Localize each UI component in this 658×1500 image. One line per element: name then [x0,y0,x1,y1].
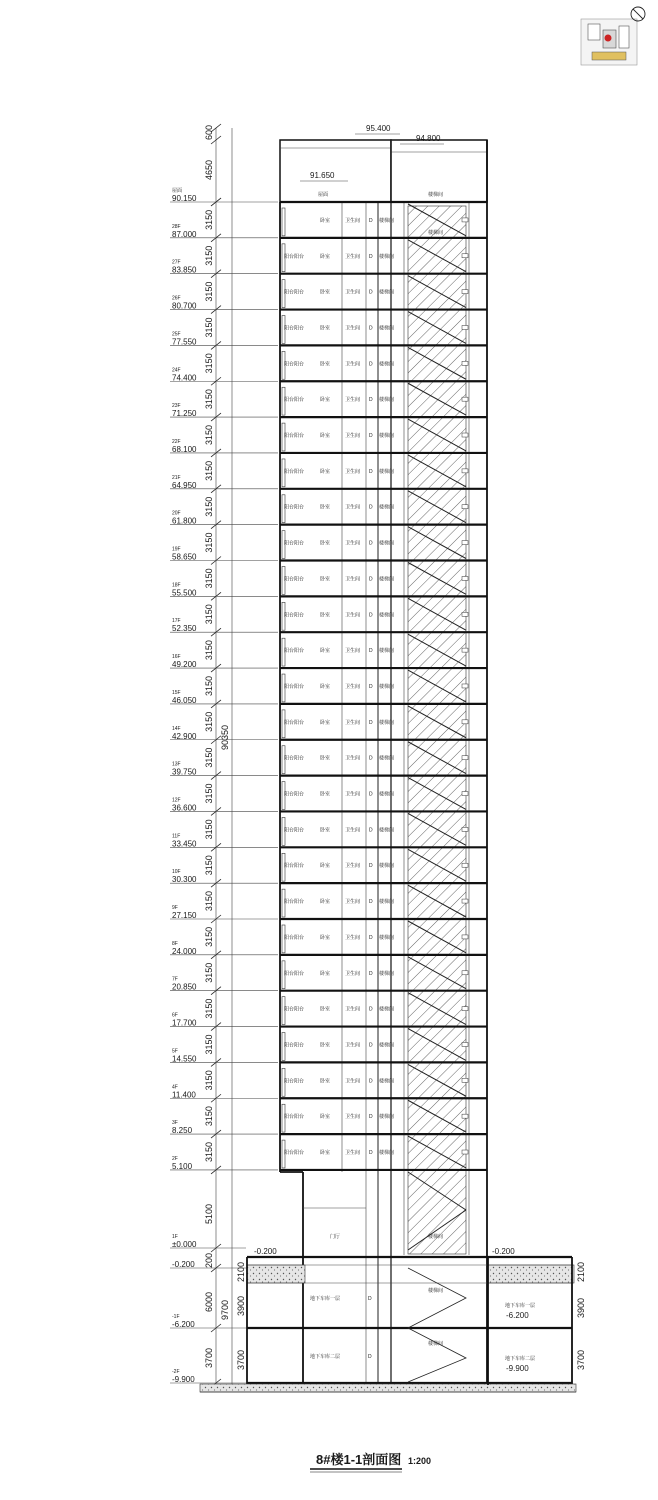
room-balcony: 阳台阳台 [284,934,305,941]
room-bathroom: 卫生间 [345,289,361,296]
level-elevation: 11.400 [172,1090,196,1100]
window-frame [282,208,285,236]
level-elevation: 20.850 [172,982,197,992]
room-bedroom: 卧室 [320,1078,331,1085]
room-roof: 屋面 [318,192,329,198]
level-elevation: 49.200 [172,660,197,670]
floor-height-dim: 3150 [204,532,214,553]
room-bathroom: 卫生间 [345,217,361,224]
room-balcony: 阳台阳台 [284,755,305,762]
dimension-chain [211,124,232,1388]
room-bedroom: 卧室 [320,433,331,440]
floor-height-dim: 3150 [204,855,214,876]
room-balcony: 阳台阳台 [284,791,305,798]
room-balcony: 阳台阳台 [284,253,305,260]
floor-height-dim: 3150 [204,675,214,696]
level-floor-label: 26F [172,295,181,302]
level-floor-label: 20F [172,510,181,517]
stair-landing [462,1007,468,1011]
room-door: D [369,863,373,870]
room-corridor: 楼梯间 [379,683,395,690]
level-elevation: 90.150 [172,194,197,203]
room-bathroom: 卫生间 [345,540,361,547]
room-corridor: 楼梯间 [379,576,395,583]
level-floor-label: 13F [172,761,181,768]
room-corridor: 楼梯间 [379,648,395,655]
room-door: D [369,540,373,547]
level-elevation: 80.700 [172,301,197,311]
floor-height-dim: 3150 [204,281,214,302]
level-elevation: 74.400 [172,373,197,383]
stair-landing [462,792,468,796]
room-corridor: 楼梯间 [379,791,395,798]
room-balcony: 阳台阳台 [284,1006,305,1013]
stair-landing [462,541,468,545]
dim-3700: 3700 [236,1349,246,1370]
room-corridor: 楼梯间 [379,1006,395,1013]
level-elevation: -9.900 [172,1375,195,1384]
stair-landing [462,935,468,939]
floor-height-dim: 3150 [204,783,214,804]
level-elevation: 61.800 [172,516,197,526]
room-bedroom: 卧室 [320,648,331,655]
room-balcony: 阳台阳台 [284,1150,305,1157]
room-bathroom: 卫生间 [345,253,361,260]
stair-landing [462,612,468,616]
title-main: 8#楼1-1剖面图 [316,1452,402,1467]
room-bathroom: 卫生间 [345,1150,361,1157]
machine-room-elev: 91.650 [310,171,335,180]
stair-landing [462,756,468,760]
room-stair: 楼梯间 [428,1234,444,1240]
level-floor-label: 15F [172,689,181,696]
room-stair: 楼梯间 [428,230,444,236]
right-dim-3900: 3900 [576,1297,586,1318]
stair-roof-elev: 94.800 [416,134,441,143]
room-balcony: 阳台阳台 [284,289,305,296]
floor-height-dim: 3150 [204,1141,214,1163]
level-elevation: 58.650 [172,552,197,562]
level-elevation: 42.900 [172,731,197,741]
room-bathroom: 卫生间 [345,433,361,440]
room-door: D [369,468,373,475]
level-floor-label: 6F [172,1012,178,1019]
stair-landing [462,361,468,365]
room-corridor: 楼梯间 [379,970,395,977]
room-stair: 楼梯间 [428,1341,444,1347]
stair-landing [462,827,468,831]
stair-landing [462,325,468,329]
room-bedroom: 卧室 [320,1042,331,1049]
room-right-b1: 地下车库一层 [505,1303,536,1309]
room-door: D [369,719,373,726]
stair-landing [462,576,468,580]
dim-5100: 5100 [204,1203,214,1224]
room-bedroom: 卧室 [320,540,331,547]
room-door: D [369,899,373,906]
level-elevation: 17.700 [172,1018,197,1028]
top-dim: 4650 [204,159,214,180]
dimension-texts [204,125,586,1370]
level-elevation: 52.350 [172,624,197,634]
room-door: D [369,755,373,762]
floor-height-dim: 3150 [204,568,214,589]
stair-landing [462,254,468,258]
level-elevation: -0.200 [172,1260,195,1269]
room-balcony: 阳台阳台 [284,1042,305,1049]
level-elevation: 77.550 [172,337,197,347]
room-corridor: 楼梯间 [379,827,395,834]
room-door: D [369,217,373,224]
top-dim: 600 [204,124,214,140]
level-elevation: 14.550 [172,1054,197,1064]
stair-landing [462,469,468,473]
room-corridor: 楼梯间 [379,899,395,906]
room-corridor: 楼梯间 [379,719,395,726]
room-bedroom: 卧室 [320,755,331,762]
stair-landing [462,397,468,401]
room-balcony: 阳台阳台 [284,612,305,619]
room-balcony: 阳台阳台 [284,1114,305,1121]
room-bathroom: 卫生间 [345,1078,361,1085]
room-bathroom: 卫生间 [345,863,361,870]
parapet-elev: 95.400 [366,124,391,133]
room-door: D [369,1042,373,1049]
room-corridor: 楼梯间 [379,863,395,870]
floor-height-dim: 3150 [204,496,214,517]
room-garage-b2: 地下车库二层 [310,1354,341,1360]
floor-height-dim: 3150 [204,389,214,410]
floor-height-dim: 3150 [204,711,214,732]
drawing-title [310,1452,431,1472]
room-balcony: 阳台阳台 [284,504,305,511]
room-stair: 楼梯间 [428,1288,444,1294]
room-door: D [369,1114,373,1121]
level-floor-label: 11F [172,833,181,840]
room-bedroom: 卧室 [320,863,331,870]
room-bedroom: 卧室 [320,325,331,332]
room-balcony: 阳台阳台 [284,468,305,475]
room-bedroom: 卧室 [320,1114,331,1121]
room-corridor: 楼梯间 [379,1114,395,1121]
room-bedroom: 卧室 [320,827,331,834]
room-door: D [369,397,373,404]
room-bedroom: 卧室 [320,217,331,224]
room-door: D [369,1006,373,1013]
room-balcony: 阳台阳台 [284,540,305,547]
room-bathroom: 卫生间 [345,934,361,941]
room-balcony: 阳台阳台 [284,576,305,583]
floor-height-dim: 3150 [204,998,214,1019]
room-bedroom: 卧室 [320,504,331,511]
dim-9700: 9700 [220,1299,230,1320]
room-bedroom: 卧室 [320,1150,331,1157]
key-plan-icon [581,19,637,65]
level-elevation: 24.000 [172,946,197,956]
room-bedroom: 卧室 [320,719,331,726]
room-roof-stair: 楼梯间 [428,192,444,198]
room-bedroom: 卧室 [320,683,331,690]
room-bathroom: 卫生间 [345,683,361,690]
room-door: D [369,289,373,296]
level-elevation: 39.750 [172,767,197,777]
dim-200: 200 [204,1252,214,1268]
stair-landing [462,1042,468,1046]
level-floor-label: 1F [172,1234,178,1240]
room-corridor: 楼梯间 [379,217,395,224]
side-elev-right: -0.200 [492,1247,515,1256]
dim-3900: 3900 [236,1295,246,1316]
room-bedroom: 卧室 [320,253,331,260]
floor-height-dim: 3150 [204,604,214,625]
side-elev-left: -0.200 [254,1247,277,1256]
room-corridor: 楼梯间 [379,755,395,762]
side-elev-right-b2: -9.900 [506,1364,529,1373]
room-bedroom: 卧室 [320,397,331,404]
room-bedroom: 卧室 [320,899,331,906]
room-bathroom: 卫生间 [345,1006,361,1013]
stair-landing [462,648,468,652]
level-floor-label: 屋面 [172,188,183,194]
level-floor-label: 19F [172,546,181,553]
dim-3700: 3700 [204,1347,214,1368]
floor-height-dim: 3150 [204,819,214,840]
floor-height-dim: 3150 [204,962,214,983]
level-floor-label: 4F [172,1084,178,1091]
stair-landing [462,1114,468,1118]
level-floor-label: 5F [172,1048,178,1055]
level-elevation: 33.450 [172,839,197,849]
right-dim-3700: 3700 [576,1349,586,1370]
level-floor-label: 12F [172,797,181,804]
room-balcony: 阳台阳台 [284,325,305,332]
level-floor-label: 22F [172,438,181,445]
floor-height-dim: 3150 [204,640,214,661]
floor-height-dim: 3150 [204,891,214,912]
level-floor-label: 10F [172,869,181,876]
room-bedroom: 卧室 [320,468,331,475]
level-floor-label: 23F [172,403,181,410]
room-bedroom: 卧室 [320,612,331,619]
stair-landing [462,1078,468,1082]
total-height-dim: 90350 [220,724,230,750]
room-bedroom: 卧室 [320,576,331,583]
room-bedroom: 卧室 [320,1006,331,1013]
room-garage-b1: 地下车库一层 [310,1296,341,1302]
room-bedroom: 卧室 [320,934,331,941]
room-corridor: 楼梯间 [379,1042,395,1049]
level-floor-label: 9F [172,905,178,911]
level-floor-label: 16F [172,654,181,661]
level-elevation: -6.200 [172,1320,195,1329]
level-elevation: 36.600 [172,803,197,813]
room-bedroom: 卧室 [320,970,331,977]
room-lobby: 门厅 [330,1234,341,1240]
room-balcony: 阳台阳台 [284,648,305,655]
room-bedroom: 卧室 [320,361,331,368]
room-balcony: 阳台阳台 [284,899,305,906]
room-door: D [368,1296,372,1302]
room-balcony: 阳台阳台 [284,683,305,690]
room-balcony: 阳台阳台 [284,433,305,440]
room-corridor: 楼梯间 [379,540,395,547]
room-bathroom: 卫生间 [345,899,361,906]
room-door: D [369,970,373,977]
level-elevation: ±0.000 [172,1240,197,1249]
level-floor-label: 28F [172,223,181,230]
level-floor-label: 2F [172,1155,178,1162]
floor-height-dim: 3150 [204,317,214,338]
room-corridor: 楼梯间 [379,289,395,296]
stair-landing [462,290,468,294]
stair-landing [462,218,468,222]
room-bathroom: 卫生间 [345,1042,361,1049]
floor-height-dim: 3150 [204,353,214,374]
room-corridor: 楼梯间 [379,1078,395,1085]
room-corridor: 楼梯间 [379,504,395,511]
room-balcony: 阳台阳台 [284,863,305,870]
floor-height-dim: 3150 [204,424,214,446]
floor-height-dim: 3150 [204,460,214,481]
room-bedroom: 卧室 [320,791,331,798]
title-scale: 1:200 [408,1456,432,1466]
floor-height-dim: 3150 [204,1070,214,1091]
north-arrow-icon [631,7,645,21]
level-floor-label: 17F [172,618,181,625]
room-bathroom: 卫生间 [345,468,361,475]
room-bathroom: 卫生间 [345,791,361,798]
room-door: D [369,576,373,583]
level-elevation: 68.100 [172,444,197,454]
stair-landing [462,684,468,688]
room-door: D [369,325,373,332]
level-elevation: 55.500 [172,588,197,598]
room-corridor: 楼梯间 [379,468,395,475]
room-balcony: 阳台阳台 [284,397,305,404]
room-balcony: 阳台阳台 [284,1078,305,1085]
level-floor-label: 8F [172,940,178,947]
stair-landing [462,1150,468,1154]
right-dim-2100: 2100 [576,1261,586,1282]
floor-height-dim: 3150 [204,1034,214,1055]
room-bathroom: 卫生间 [345,576,361,583]
room-bathroom: 卫生间 [345,648,361,655]
room-door: D [369,1150,373,1157]
level-floor-label: 18F [172,582,181,589]
floor-height-dim: 3150 [204,209,214,230]
room-door: D [369,683,373,690]
room-bathroom: 卫生间 [345,719,361,726]
level-elevation: 83.850 [172,265,197,275]
room-right-b2: 地下车库二层 [505,1356,536,1362]
level-floor-label: -2F [172,1369,180,1375]
level-elevation: 46.050 [172,695,197,705]
room-corridor: 楼梯间 [379,361,395,368]
stair-landing [462,720,468,724]
room-door: D [369,433,373,440]
room-bathroom: 卫生间 [345,612,361,619]
level-floor-label: 27F [172,259,181,266]
room-corridor: 楼梯间 [379,1150,395,1157]
side-elev-right-b1: -6.200 [506,1311,529,1320]
level-elevation: 27.150 [172,911,197,920]
room-door: D [369,791,373,798]
level-elevation: 30.300 [172,875,197,885]
room-bathroom: 卫生间 [345,755,361,762]
room-bathroom: 卫生间 [345,970,361,977]
room-corridor: 楼梯间 [379,612,395,619]
room-bathroom: 卫生间 [345,325,361,332]
level-floor-label: 14F [172,725,181,732]
floor-height-dim: 3150 [204,926,214,947]
level-elevation: 71.250 [172,409,197,419]
room-bathroom: 卫生间 [345,397,361,404]
room-door: D [369,361,373,368]
room-door: D [369,253,373,260]
level-elevation: 64.950 [172,480,197,490]
room-corridor: 楼梯间 [379,397,395,404]
floor-height-dim: 3150 [204,245,214,266]
level-floor-label: 7F [172,976,178,983]
room-balcony: 阳台阳台 [284,361,305,368]
level-elevation: 5.100 [172,1161,193,1171]
room-bathroom: 卫生间 [345,827,361,834]
room-balcony: 阳台阳台 [284,827,305,834]
room-door: D [369,827,373,834]
room-corridor: 楼梯间 [379,934,395,941]
room-door: D [369,648,373,655]
level-floor-label: -1F [172,1314,180,1320]
room-balcony: 阳台阳台 [284,719,305,726]
dim-2100: 2100 [236,1261,246,1282]
room-corridor: 楼梯间 [379,433,395,440]
room-bedroom: 卧室 [320,289,331,296]
stair-landing [462,899,468,903]
stair-landing [462,505,468,509]
stair-landing [462,971,468,975]
room-corridor: 楼梯间 [379,253,395,260]
stair-landing [462,863,468,867]
floor-height-dim: 3150 [204,1106,214,1127]
room-corridor: 楼梯间 [379,325,395,332]
level-floor-label: 21F [172,474,181,481]
room-door: D [369,1078,373,1085]
room-bathroom: 卫生间 [345,504,361,511]
level-floor-label: 3F [172,1120,178,1127]
level-elevation: 8.250 [172,1126,193,1136]
floor-height-dim: 3150 [204,747,214,768]
dim-6000: 6000 [204,1291,214,1312]
stair-landing [462,433,468,437]
room-door: D [369,612,373,619]
room-door: D [369,504,373,511]
room-door: D [368,1354,372,1360]
level-floor-label: 24F [172,367,181,374]
level-floor-label: 25F [172,331,181,338]
room-bathroom: 卫生间 [345,361,361,368]
room-bathroom: 卫生间 [345,1114,361,1121]
room-door: D [369,934,373,941]
room-balcony: 阳台阳台 [284,970,305,977]
level-elevation: 87.000 [172,229,197,239]
